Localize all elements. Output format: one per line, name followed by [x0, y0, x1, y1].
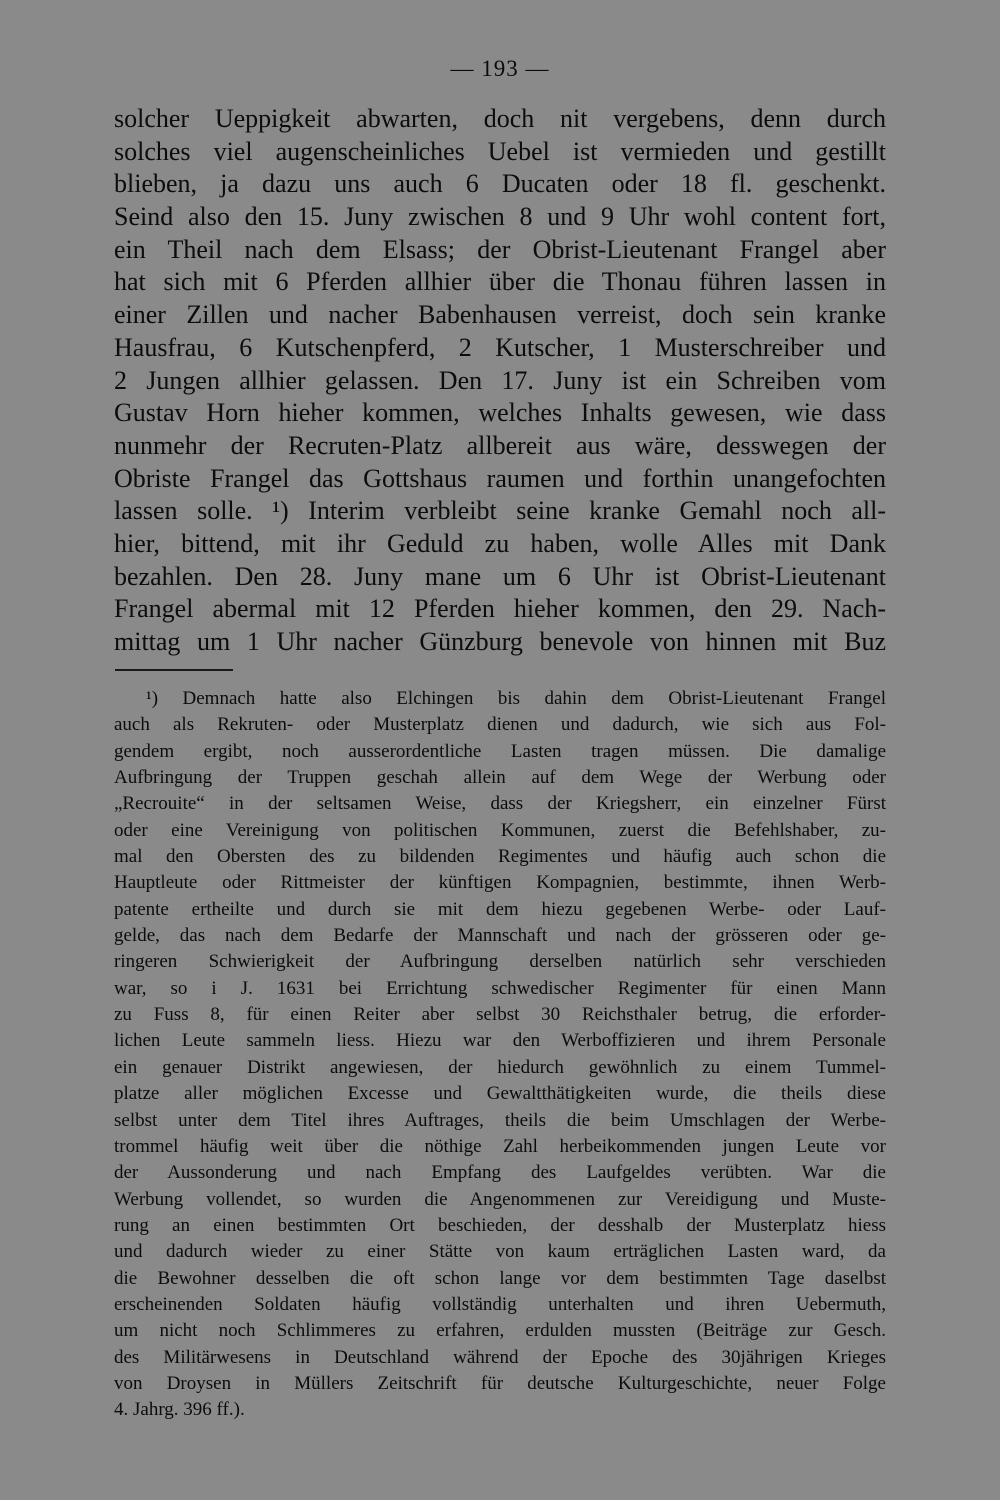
footnote-line: erscheinenden Soldaten häufig vollständig unterhalten und ihren Uebermuth,: [114, 1293, 886, 1315]
main-text-line: solches viel augenscheinliches Uebel ist vermieden und gestillt: [114, 136, 886, 166]
footnote-line: 4. Jahrg. 396 ff.).: [114, 1399, 245, 1421]
footnote-line: patente ertheilte und durch sie mit dem hiezu gegebenen Werbe- oder Lauf-: [114, 898, 886, 920]
main-text-line: mittag um 1 Uhr nacher Günzburg benevole von hinnen mit Buz: [114, 627, 886, 656]
footnote-line: auch als Rekruten- oder Musterplatz dienen und dadurch, wie sich aus Fol-: [114, 714, 886, 736]
footnote-line: Hauptleute oder Rittmeister der künftigen Kompagnien, bestimmte, ihnen Werb-: [114, 872, 886, 894]
footnote-line: des Militärwesens in Deutschland während der Epoche des 30jährigen Krieges: [114, 1346, 886, 1368]
main-text-line: lassen solle. ¹) Interim verbleibt seine kranke Gemahl noch all-: [114, 496, 886, 526]
footnote-line: oder eine Vereinigung von politischen Kommunen, zuerst die Befehlshaber, zu-: [114, 819, 886, 841]
footnote-line: Aufbringung der Truppen geschah allein auf dem Wege der Werbung oder: [114, 767, 886, 789]
main-text-line: solcher Ueppigkeit abwarten, doch nit vergebens, denn durch: [114, 104, 886, 133]
footnote-line: die Bewohner desselben die oft schon lange vor dem bestimmten Tage daselbst: [114, 1267, 886, 1289]
footnote-line: ein genauer Distrikt angewiesen, der hiedurch gewöhnlich zu einem Tummel-: [114, 1056, 886, 1078]
main-text-line: bezahlen. Den 28. Juny mane um 6 Uhr ist Obrist-Lieutenant: [114, 561, 886, 591]
footnote-line: platze aller möglichen Excesse und Gewaltthätigkeiten wurde, die theils diese: [114, 1083, 886, 1105]
main-text-line: Frangel abermal mit 12 Pferden hieher kommen, den 29. Nach-: [114, 594, 886, 624]
main-text-line: ein Theil nach dem Elsass; der Obrist-Lieutenant Frangel aber: [114, 234, 886, 264]
footnote-line: der Aussonderung und nach Empfang des Laufgeldes verübten. War die: [114, 1162, 886, 1184]
page-number: — 193 —: [450, 56, 550, 81]
footnote-line: und dadurch wieder zu einer Stätte von kaum erträglichen Lasten ward, da: [114, 1241, 886, 1263]
footnote-line: trommel häufig weit über die nöthige Zahl herbeikommenden jungen Leute vor: [114, 1135, 886, 1157]
footnote-line: Werbung vollendet, so wurden die Angenommenen zur Vereidigung und Muste-: [114, 1188, 886, 1210]
main-text-line: nunmehr der Recruten-Platz allbereit aus wäre, desswegen der: [114, 430, 886, 460]
footnote-line: ¹) Demnach hatte also Elchingen bis dahin dem Obrist-Lieutenant Frangel: [146, 688, 886, 709]
footnote-line: zu Fuss 8, für einen Reiter aber selbst 30 Reichsthaler betrug, die erforder-: [114, 1004, 886, 1026]
footnote-separator-rule: [115, 669, 233, 671]
footnote-line: „Recrouite“ in der seltsamen Weise, dass der Kriegsherr, ein einzelner Fürst: [114, 793, 886, 815]
footnote-line: mal den Obersten des zu bildenden Regimentes und häufig auch schon die: [114, 846, 886, 868]
main-text-line: Obriste Frangel das Gottshaus raumen und forthin unangefochten: [114, 463, 886, 493]
main-text-line: blieben, ja dazu uns auch 6 Ducaten oder 18 fl. geschenkt.: [114, 169, 886, 199]
footnote-block: [114, 686, 886, 1424]
footnote-line: war, so i J. 1631 bei Errichtung schwedischer Regimenter für einen Mann: [114, 977, 886, 999]
footnote-line: um nicht noch Schlimmeres zu erfahren, erdulden mussten (Beiträge zur Gesch.: [114, 1320, 886, 1342]
footnote-line: von Droysen in Müllers Zeitschrift für deutsche Kulturgeschichte, neuer Folge: [114, 1372, 886, 1394]
main-text-line: Hausfrau, 6 Kutschenpferd, 2 Kutscher, 1 Musterschreiber und: [114, 332, 886, 362]
footnote-line: lichen Leute sammeln liess. Hiezu war den Werboffizieren und ihrem Personale: [114, 1030, 886, 1052]
main-text-line: hat sich mit 6 Pferden allhier über die Thonau führen lassen in: [114, 267, 886, 297]
footnote-line: rung an einen bestimmten Ort beschieden, der desshalb der Musterplatz hiess: [114, 1214, 886, 1236]
footnote-line: selbst unter dem Titel ihres Auftrages, theils die beim Umschlagen der Werbe-: [114, 1109, 886, 1131]
main-text-body: [114, 103, 886, 659]
main-text-line: hier, bittend, mit ihr Geduld zu haben, wolle Alles mit Dank: [114, 528, 886, 558]
footnote-line: gendem ergibt, noch ausserordentliche Lasten tragen müssen. Die damalige: [114, 740, 886, 762]
main-text-line: 2 Jungen allhier gelassen. Den 17. Juny ist ein Schreiben vom: [114, 365, 886, 395]
footnote-line: ringeren Schwierigkeit der Aufbringung derselben natürlich sehr verschieden: [114, 951, 886, 973]
main-text-line: Gustav Horn hieher kommen, welches Inhalts gewesen, wie dass: [114, 398, 886, 428]
main-text-line: Seind also den 15. Juny zwischen 8 und 9 Uhr wohl content fort,: [114, 202, 886, 232]
footnote-line: gelde, das nach dem Bedarfe der Mannschaft und nach der grösseren oder ge-: [114, 925, 886, 947]
main-text-line: einer Zillen und nacher Babenhausen verreist, doch sein kranke: [114, 300, 886, 330]
